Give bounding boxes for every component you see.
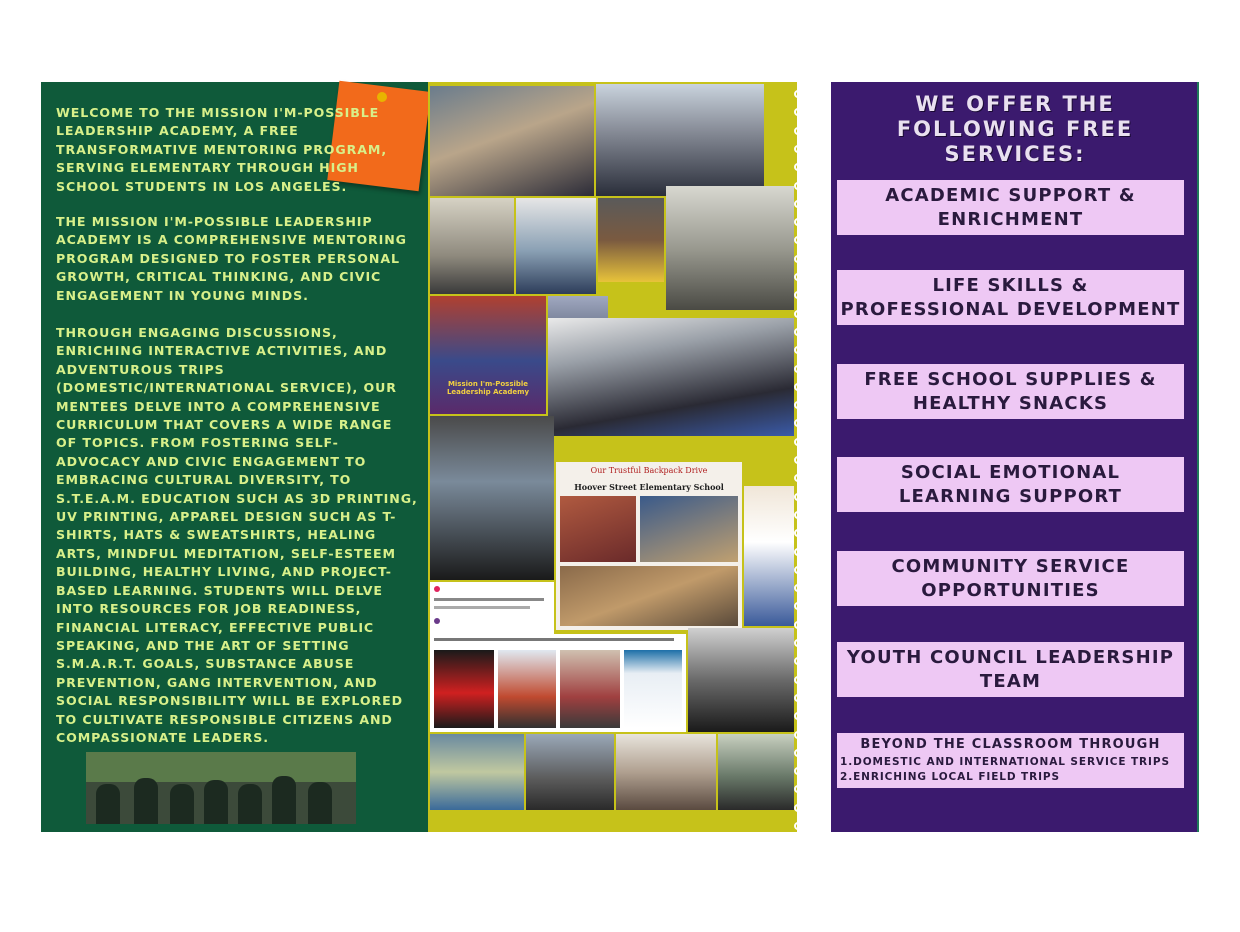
spiral-ring [794,566,828,574]
spiral-ring [794,310,828,318]
spiral-ring [794,419,828,427]
spiral-ring [794,328,828,336]
collage-photo [744,486,794,626]
spiral-ring [794,108,828,116]
service-school-supplies: FREE SCHOOL SUPPLIES & HEALTHY SNACKS [837,364,1184,419]
newsletter-clipping [556,462,742,630]
spiral-ring [794,163,828,171]
spiral-ring [794,365,828,373]
collage-photo [598,198,664,282]
collage-photo [666,186,794,310]
spiral-ring [794,346,828,354]
spiral-ring [794,127,828,135]
collage-photo [718,734,794,810]
spiral-ring [794,548,828,556]
spiral-ring [794,493,828,501]
curriculum-paragraph: THROUGH ENGAGING DISCUSSIONS, ENRICHING INTERACTIVE ACTIVITIES, AND ADVENTUROUS TRIPS (DOMESTIC/INTERNATIONAL SERVICE), OUR MENTEES DELVE INTO A COMPREHENSIVE CURRICULUM THAT COVERS A WIDE RANGE OF TOPICS. FROM FOSTERING SELF-ADVOCACY AND CIVIC ENGAGEMENT TO EMBRACING CULTURAL DIVERSITY, TO S.T.E.A.M. EDUCATION SUCH AS 3D PRINTING, UV PRINTING, APPAREL DESIGN SUCH AS T-SHIRTS, HATS & SWEATSHIRTS, HEALING ARTS, MINDFUL MEDITATION, SELF-ESTEEM BUILDING, HEALTHY LIVING, AND PROJECT-BASED LEARNING. STUDENTS WILL DELVE INTO RESOURCES FOR JOB READINESS, FINANCIAL LITERACY, EFFECTIVE PUBLIC SPEAKING, AND THE ART OF SETTING S.M.A.R.T. GOALS, SUBSTANCE ABUSE PREVENTION, GANG INTERVENTION, AND SOCIAL RESPONSIBILITY WILL BE EXPLORED TO CULTIVATE RESPONSIBLE CITIZENS AND COMPASSIONATE LEADERS. [56,325,418,745]
brochure [41,82,1199,832]
spiral-ring [794,255,828,263]
services-heading: WE OFFER THE FOLLOWING FREE SERVICES: [896,92,1134,166]
panel-edge [1197,82,1199,832]
photo-collage [428,82,797,832]
spiral-ring [794,621,828,629]
service-life-skills: LIFE SKILLS & PROFESSIONAL DEVELOPMENT [837,270,1184,325]
spiral-ring [794,822,828,830]
spiral-ring [794,200,828,208]
spiral-ring [794,236,828,244]
collage-photo [430,416,554,580]
social-post-strip [430,634,686,732]
beyond-item: 1.DOMESTIC AND INTERNATIONAL SERVICE TRIPS [840,756,1170,768]
spiral-binding [794,82,834,832]
spiral-ring [794,785,828,793]
pin-icon [377,92,387,102]
spiral-ring [794,584,828,592]
right-panel [831,82,1199,832]
spiral-ring [794,90,828,98]
spiral-ring [794,273,828,281]
spiral-ring [794,767,828,775]
collage-photo [616,734,716,810]
spiral-ring [794,456,828,464]
spiral-ring [794,383,828,391]
collage-photo [596,84,764,196]
collage-photo [430,198,514,294]
collage-photo [548,318,794,436]
beyond-item: 2.ENRICHING LOCAL FIELD TRIPS [840,771,1060,783]
spiral-ring [794,731,828,739]
collage-photo [430,296,546,414]
spiral-ring [794,145,828,153]
spiral-ring [794,712,828,720]
spiral-ring [794,657,828,665]
collage-photo [516,198,596,294]
spiral-ring [794,749,828,757]
welcome-paragraph: WELCOME TO THE MISSION I'M-POSSIBLE LEADERSHIP ACADEMY, A FREE TRANSFORMATIVE MENTORING PROGRAM, SERVING ELEMENTARY THROUGH HIGH SCHOOL STUDENTS IN LOS ANGELES. [56,105,388,194]
service-youth-council: YOUTH COUNCIL LEADERSHIP TEAM [837,642,1184,697]
spiral-ring [794,804,828,812]
group-photo [86,752,356,824]
spiral-ring [794,474,828,482]
service-social-emotional: SOCIAL EMOTIONAL LEARNING SUPPORT [837,457,1184,512]
collage-photo [430,86,594,196]
spiral-ring [794,511,828,519]
spiral-ring [794,694,828,702]
service-community: COMMUNITY SERVICE OPPORTUNITIES [837,551,1184,606]
spiral-ring [794,438,828,446]
collage-photo [526,734,614,810]
spiral-ring [794,529,828,537]
spiral-ring [794,639,828,647]
program-description-paragraph: THE MISSION I'M-POSSIBLE LEADERSHIP ACADEMY IS A COMPREHENSIVE MENTORING PROGRAM DESIGNED TO FOSTER PERSONAL GROWTH, CRITICAL THINKING, AND CIVIC ENGAGEMENT IN YOUNG MINDS. [56,214,407,303]
newsletter-school: Hoover Street Elementary School [574,482,724,492]
newsletter-title: Our Trustful Backpack Drive [590,466,708,475]
spiral-ring [794,401,828,409]
spiral-ring [794,602,828,610]
collage-photo [688,628,794,732]
spiral-ring [794,291,828,299]
beyond-title: BEYOND THE CLASSROOM THROUGH [860,737,1161,752]
banner-text: Mission I'm-Possible Leadership Academy [446,380,530,396]
spiral-ring [794,676,828,684]
left-panel [41,82,428,832]
beyond-classroom-box [837,733,1184,788]
spiral-ring [794,182,828,190]
collage-photo [430,734,524,810]
service-academic-support: ACADEMIC SUPPORT & ENRICHMENT [837,180,1184,235]
spiral-ring [794,218,828,226]
instagram-post [430,582,554,634]
